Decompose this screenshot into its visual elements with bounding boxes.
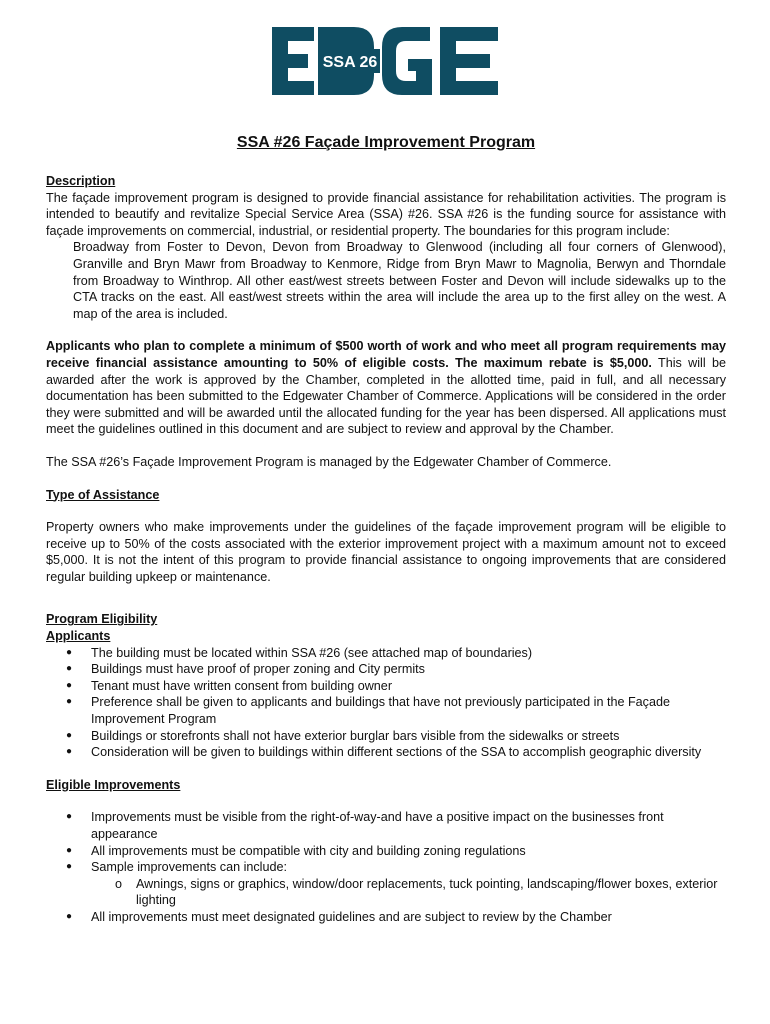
assistance-paragraph: Property owners who make improvements under the guidelines of the façade improvement program will be eligible to receive up to 50% of the costs associated with the exterior improvement project with a maximum amount not to exceed $5,000. It is not the intent of this program to provide financial assistance to ongoing improvements that are considered regular building upkeep or maintenance. (46, 520, 726, 584)
rebate-rest-text: This will be awarded after the work is approved by the Chamber, completed in the allotted time, paid in full, and all necessary documentation has been submitted to the Edgewater Chamber of Commerce. Applications will be considered in the order they were submitted and will be awarded until the allocated funding for the year has been dispersed. All applications must meet the guidelines outlined in this document and are subject to review and approval by the Chamber. (46, 355, 726, 437)
sample-improvements-sublist (91, 876, 726, 909)
boundaries-paragraph: Broadway from Foster to Devon, Devon from Broadway to Glenwood (including all four corners of Glenwood), Granville and Bryn Mawr from Broadway to Kenmore, Ridge from Bryn Mawr to Magnolia, Berwyn and Thorndale from Broadway to Winthrop. All other east/west streets between Foster and Devon will include sidewalks up to the CTA tracks on the east. All east/west streets within the area will include the area up to the first alley on the west. A map of the area is included. (73, 240, 726, 321)
document-body (46, 133, 726, 926)
list-item: ● Consideration will be given to buildings within different sections of the SSA to accomplish geographic diversity (46, 744, 726, 761)
list-item: ● The building must be located within SSA #26 (see attached map of boundaries) (46, 645, 726, 662)
list-item: ● Preference shall be given to applicants and buildings that have not previously participated in the Façade Improvement Program (46, 694, 726, 727)
description-heading: Description (46, 174, 116, 188)
list-item: ● Buildings must have proof of proper zoning and City permits (46, 661, 726, 678)
list-item: ● All improvements must be compatible with city and building zoning regulations (46, 843, 726, 860)
list-item: ● Improvements must be visible from the right-of-way-and have a positive impact on the businesses front appearance (46, 809, 726, 842)
rebate-bold-text: Applicants who plan to complete a minimum of $500 worth of work and who meet all program requirements may receive financial assistance amounting to 50% of eligible costs. The maximum rebate is $5,000. (46, 339, 726, 370)
improvements-heading: Eligible Improvements (46, 777, 181, 792)
description-paragraph: The façade improvement program is designed to provide financial assistance for rehabilitation activities. The program is intended to beautify and revitalize Special Service Area (SSA) #26. SSA #26 is the funding source for assistance with façade improvements on commercial, industrial, or residential property. The boundaries for this program include: (46, 190, 726, 238)
assistance-heading: Type of Assistance (46, 487, 160, 502)
list-item: ● Buildings or storefronts shall not have exterior burglar bars visible from the sidewalks or streets (46, 728, 726, 745)
list-item-text: Sample improvements can include: (91, 860, 287, 875)
list-item (46, 859, 726, 909)
managed-paragraph: The SSA #26’s Façade Improvement Program is managed by the Edgewater Chamber of Commerce. (46, 454, 612, 469)
page-title: SSA #26 Façade Improvement Program (236, 134, 536, 151)
sub-list-item: o Awnings, signs or graphics, window/door replacements, tuck pointing, landscaping/flower boxes, exterior lighting (91, 876, 726, 909)
rebate-paragraph (46, 338, 726, 438)
list-item: ● Tenant must have written consent from building owner (46, 678, 726, 695)
applicants-subheading: Applicants (46, 629, 111, 644)
logo-badge-text: SSA 26 (322, 54, 378, 71)
list-item: ● All improvements must meet designated guidelines and are subject to review by the Chamber (46, 909, 726, 926)
improvements-list (46, 809, 726, 925)
eligibility-heading: Program Eligibility (46, 612, 158, 627)
applicants-list (46, 645, 726, 761)
ssa26-edge-logo (272, 27, 498, 95)
